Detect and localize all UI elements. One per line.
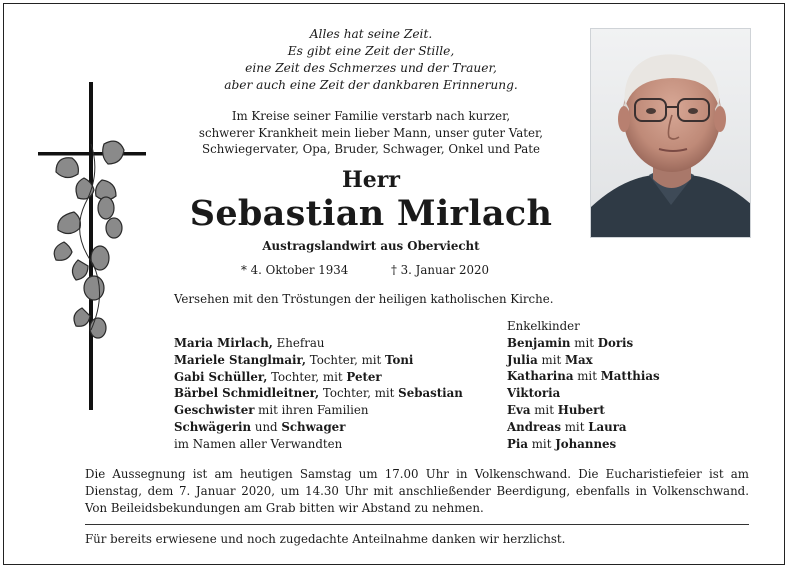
mourner-name: Bärbel Schmidleitner, [174, 386, 320, 401]
mourner-partner: Toni [385, 352, 414, 367]
cross-with-vine-icon [34, 82, 149, 412]
mourner-row [174, 402, 494, 419]
mourner-row [174, 385, 494, 402]
service-line: Dienstag, dem 7. Januar 2020, um 14.30 Uhr mit anschließender Beerdigung, ebenfalls in Volkenschwand. [85, 484, 749, 498]
service-information [85, 466, 749, 517]
mourner-relation: mit ihren Familien [254, 403, 369, 418]
mourner-name: Geschwister [174, 403, 255, 418]
grandchild-relation: mit [530, 402, 558, 417]
grandchild-row [507, 368, 747, 385]
mourner-relation: im Namen aller Verwandten [174, 436, 343, 451]
mourners-list [174, 335, 494, 453]
mourner-relation: Tochter, mit [319, 386, 399, 401]
obituary-notice [3, 3, 785, 565]
mourner-row [174, 369, 494, 386]
mourner-row [174, 436, 494, 453]
grandchild-name: Benjamin [507, 335, 571, 350]
grandchild-name: Eva [507, 402, 531, 417]
divider [85, 524, 749, 525]
service-line: Von Beileidsbekundungen am Grab bitten wir Abstand zu nehmen. [85, 501, 484, 515]
grandchild-row [507, 385, 747, 402]
sacrament-note: Versehen mit den Tröstungen der heiligen katholischen Kirche. [174, 292, 554, 306]
announcement-text [154, 108, 588, 158]
grandchildren-list [507, 318, 747, 452]
mourner-relation: Ehefrau [272, 336, 325, 350]
salutation: Herr [342, 167, 400, 193]
grandchild-relation: mit [528, 436, 556, 451]
grandchild-row [507, 402, 747, 419]
portrait-image [591, 29, 751, 238]
mourner-relation: Tochter, mit [306, 352, 386, 367]
mourner-row [174, 352, 494, 369]
mourner-row [174, 419, 494, 436]
grandchild-partner: Doris [597, 335, 634, 350]
poem-line: eine Zeit des Schmerzes und der Trauer, [245, 61, 497, 75]
grandchild-partner: Max [564, 352, 593, 367]
poem-line: aber auch eine Zeit der dankbaren Erinnerung. [224, 78, 518, 92]
grandchild-relation: mit [561, 419, 589, 434]
death-date: † 3. Januar 2020 [391, 263, 490, 277]
grandchild-partner: Hubert [557, 402, 605, 417]
announcement-line: schwerer Krankheit mein lieber Mann, unser guter Vater, [198, 125, 544, 140]
birth-date: * 4. Oktober 1934 [241, 263, 349, 277]
poem-line: Es gibt eine Zeit der Stille, [287, 44, 455, 58]
grandchild-relation: mit [537, 352, 565, 367]
announcement-line: Im Kreise seiner Familie verstarb nach kurzer, [231, 109, 511, 123]
grandchild-name: Pia [507, 436, 528, 451]
grandchild-relation: mit [573, 369, 601, 384]
service-line: Die Aussegnung ist am heutigen Samstag um 17.00 Uhr in Volkenschwand. Die Eucharistiefeier ist am [85, 467, 749, 481]
grandchild-row [507, 419, 747, 436]
occupation: Austragslandwirt aus Oberviecht [262, 239, 480, 253]
mourner-row [174, 335, 494, 352]
mourner-relation: Tochter, mit [267, 369, 347, 384]
mourner-name: Maria Mirlach, [174, 336, 273, 350]
grandchild-relation: mit [570, 335, 598, 350]
mourner-name: Mariele Stanglmair, [174, 352, 306, 367]
portrait-photo [590, 28, 751, 238]
grandchild-name: Katharina [507, 369, 574, 384]
grandchild-partner: Johannes [555, 436, 617, 451]
grandchild-name: Viktoria [507, 386, 561, 401]
grandchild-partner: Laura [588, 419, 627, 434]
grandchild-row [507, 352, 747, 369]
grandchild-name: Andreas [507, 419, 561, 434]
thanks-note: Für bereits erwiesene und noch zugedachte Anteilnahme danken wir herzlichst. [85, 532, 566, 546]
mourner-name: Gabi Schüller, [174, 369, 268, 384]
grandchild-row [507, 436, 747, 453]
grandchildren-heading: Enkelkinder [507, 319, 580, 333]
grandchild-name: Julia [507, 352, 538, 367]
mourner-partner: Schwager [281, 419, 346, 434]
grandchild-partner: Matthias [600, 369, 660, 384]
mourner-name: Schwägerin [174, 419, 252, 434]
mourner-relation: und [251, 419, 282, 434]
announcement-line: Schwiegervater, Opa, Bruder, Schwager, Onkel und Pate [202, 142, 540, 156]
poem [154, 26, 588, 94]
poem-line: Alles hat seine Zeit. [309, 27, 433, 41]
deceased-name: Sebastian Mirlach [189, 193, 553, 234]
grandchild-row [507, 335, 747, 352]
mourner-partner: Sebastian [398, 386, 463, 401]
mourner-partner: Peter [346, 369, 382, 384]
